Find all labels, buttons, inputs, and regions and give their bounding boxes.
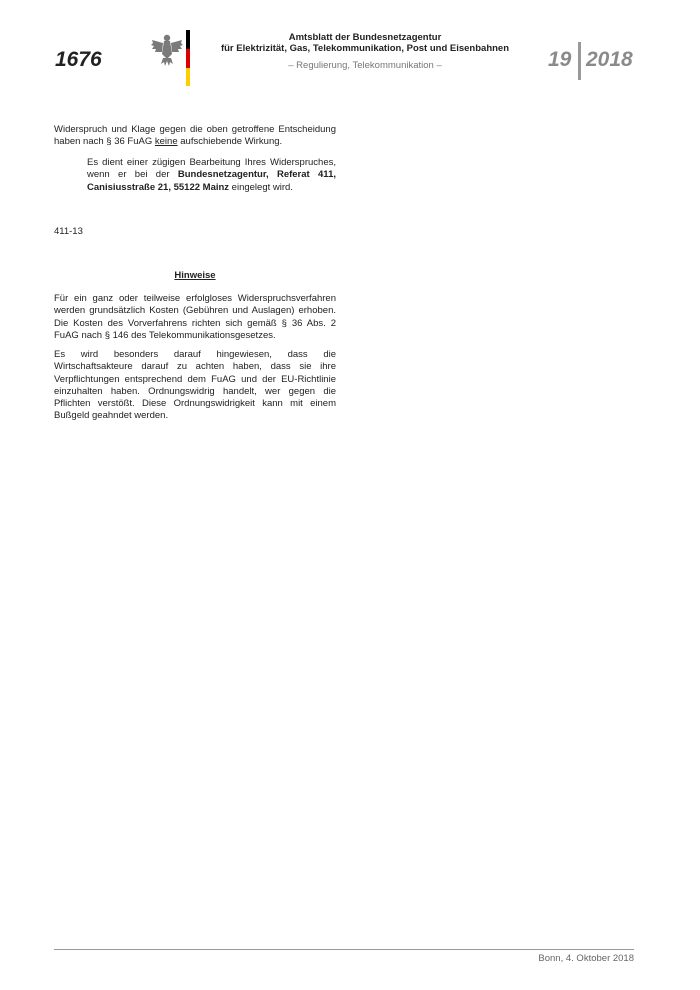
issue-year: 2018 [586, 48, 633, 71]
gazette-subtitle: – Regulierung, Telekommunikation – [288, 60, 442, 71]
submission-paragraph: Es dient einer zügigen Bearbeitung Ihres Widerspruches, wenn er bei der Bundesnetzagentur, Referat 411, Canisiusstraße 21, 55122 Mainz eingelegt wird. [87, 157, 336, 193]
emphasis-underline: keine [154, 136, 178, 148]
reference-number: 411-13 [54, 226, 83, 237]
objection-paragraph: Widerspruch und Klage gegen die oben getroffene Entscheidung haben nach § 36 FuAG keine aufschiebende Wirkung. [54, 124, 336, 148]
issue-divider [578, 42, 581, 80]
authority-address: Bundesnetzagentur, Referat 411, Canisiusstraße 21, 55122 Mainz [87, 169, 336, 193]
issue-number: 19 [548, 48, 572, 71]
federal-eagle-icon [150, 32, 184, 68]
page-number: 1676 [55, 48, 102, 71]
obligations-paragraph: Es wird besonders darauf hingewiesen, dass die Wirtschaftsakteure darauf zu achten haben, dass sie ihre Verpflichtungen entsprechend dem FuAG und der EU-Richtlinie einzuhalten haben. Ordnungswidrig handelt, wer gegen die Pflichten verstößt. Diese Ordnungswidrigkeit kann mit einem Bußgeld geahndet werden. [54, 349, 336, 422]
german-flag-bar [186, 30, 190, 86]
footer-date: Bonn, 4. Oktober 2018 [538, 953, 634, 964]
costs-paragraph: Für ein ganz oder teilweise erfolgloses Widerspruchsverfahren werden grundsätzlich Kosten (Gebühren und Auslagen) erhoben. Die Kosten des Vorverfahrens richten sich gemäß § 36 Abs. 2 FuAG nach § 146 des Telekommunikationsgesetzes. [54, 293, 336, 341]
footer-divider [54, 949, 634, 950]
gazette-title: Amtsblatt der Bundesnetzagentur für Elektrizität, Gas, Telekommunikation, Post und Eisenbahnen [220, 32, 510, 54]
section-heading: Hinweise [174, 270, 216, 281]
